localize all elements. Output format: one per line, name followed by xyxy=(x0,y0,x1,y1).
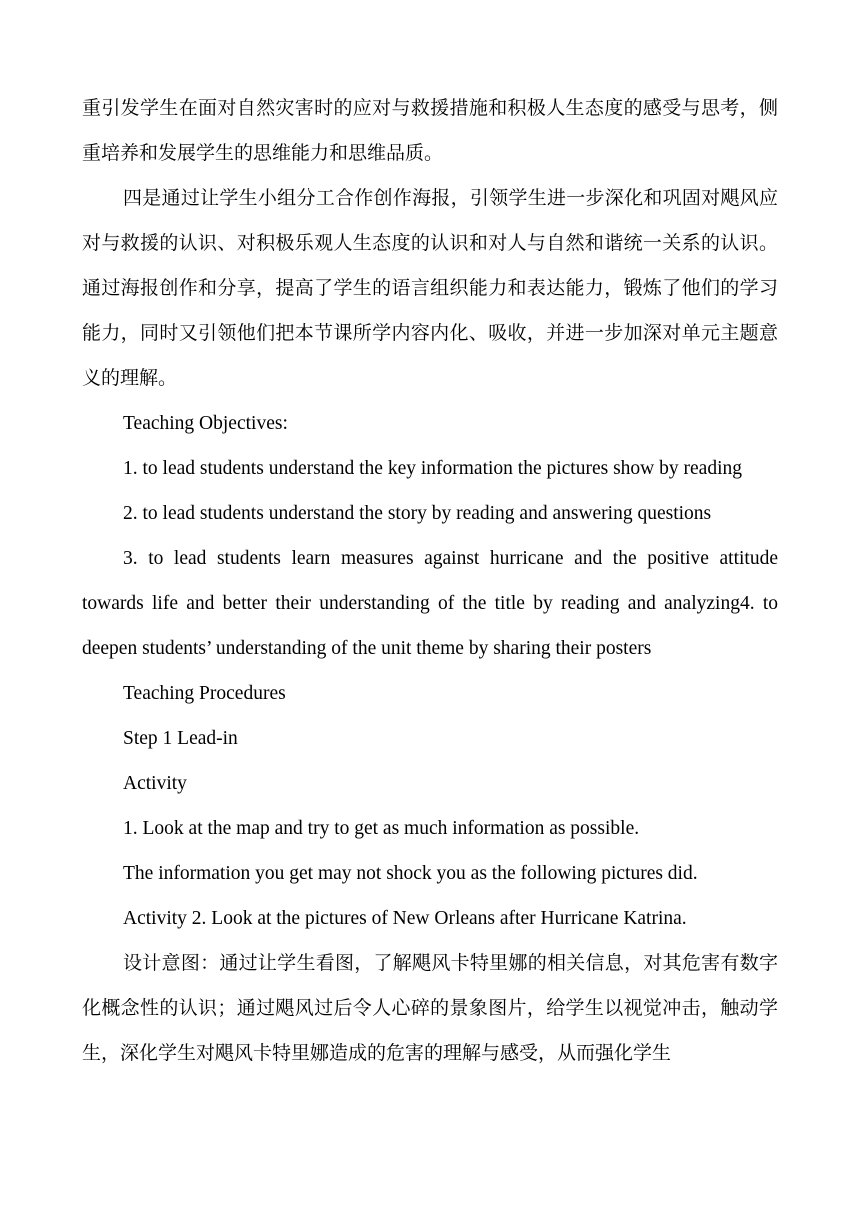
heading-teaching-procedures: Teaching Procedures xyxy=(123,683,286,704)
objective-1: 1. to lead students understand the key information the pictures show by reading xyxy=(123,458,742,479)
paragraph-design-continuation: 重引发学生在面对自然灾害时的应对与救援措施和积极人生态度的感受与思考，侧重培养和发展学生的思维能力和思维品质。 xyxy=(82,97,778,164)
heading-step-1: Step 1 Lead-in xyxy=(123,728,238,749)
label-activity: Activity xyxy=(123,773,187,794)
objective-3-4: 3. to lead students learn measures against hurricane and the positive attitude towards life and better their understanding of the title by reading and analyzing4. to deepen students’ understanding of the unit theme by sharing their posters xyxy=(82,548,778,659)
activity-2-text: Activity 2. Look at the pictures of New Orleans after Hurricane Katrina. xyxy=(123,908,687,929)
activity-1-text: 1. Look at the map and try to get as much information as possible. xyxy=(123,818,640,839)
heading-teaching-objectives: Teaching Objectives: xyxy=(123,413,288,434)
paragraph-design-intent: 设计意图：通过让学生看图，了解飓风卡特里娜的相关信息，对其危害有数字化概念性的认识；通过飓风过后令人心碎的景象图片，给学生以视觉冲击，触动学生，深化学生对飓风卡特里娜造成的危害的理解与感受，从而强化学生 xyxy=(82,952,778,1064)
activity-1-note: The information you get may not shock you as the following pictures did. xyxy=(123,863,698,884)
objective-2: 2. to lead students understand the story by reading and answering questions xyxy=(123,503,712,524)
paragraph-point-four: 四是通过让学生小组分工合作创作海报，引领学生进一步深化和巩固对飓风应对与救援的认识、对积极乐观人生态度的认识和对人与自然和谐统一关系的认识。通过海报创作和分享，提高了学生的语言组织能力和表达能力，锻炼了他们的学习能力，同时又引领他们把本节课所学内容内化、吸收，并进一步加深对单元主题意义的理解。 xyxy=(82,187,778,389)
document-body xyxy=(82,86,778,1076)
